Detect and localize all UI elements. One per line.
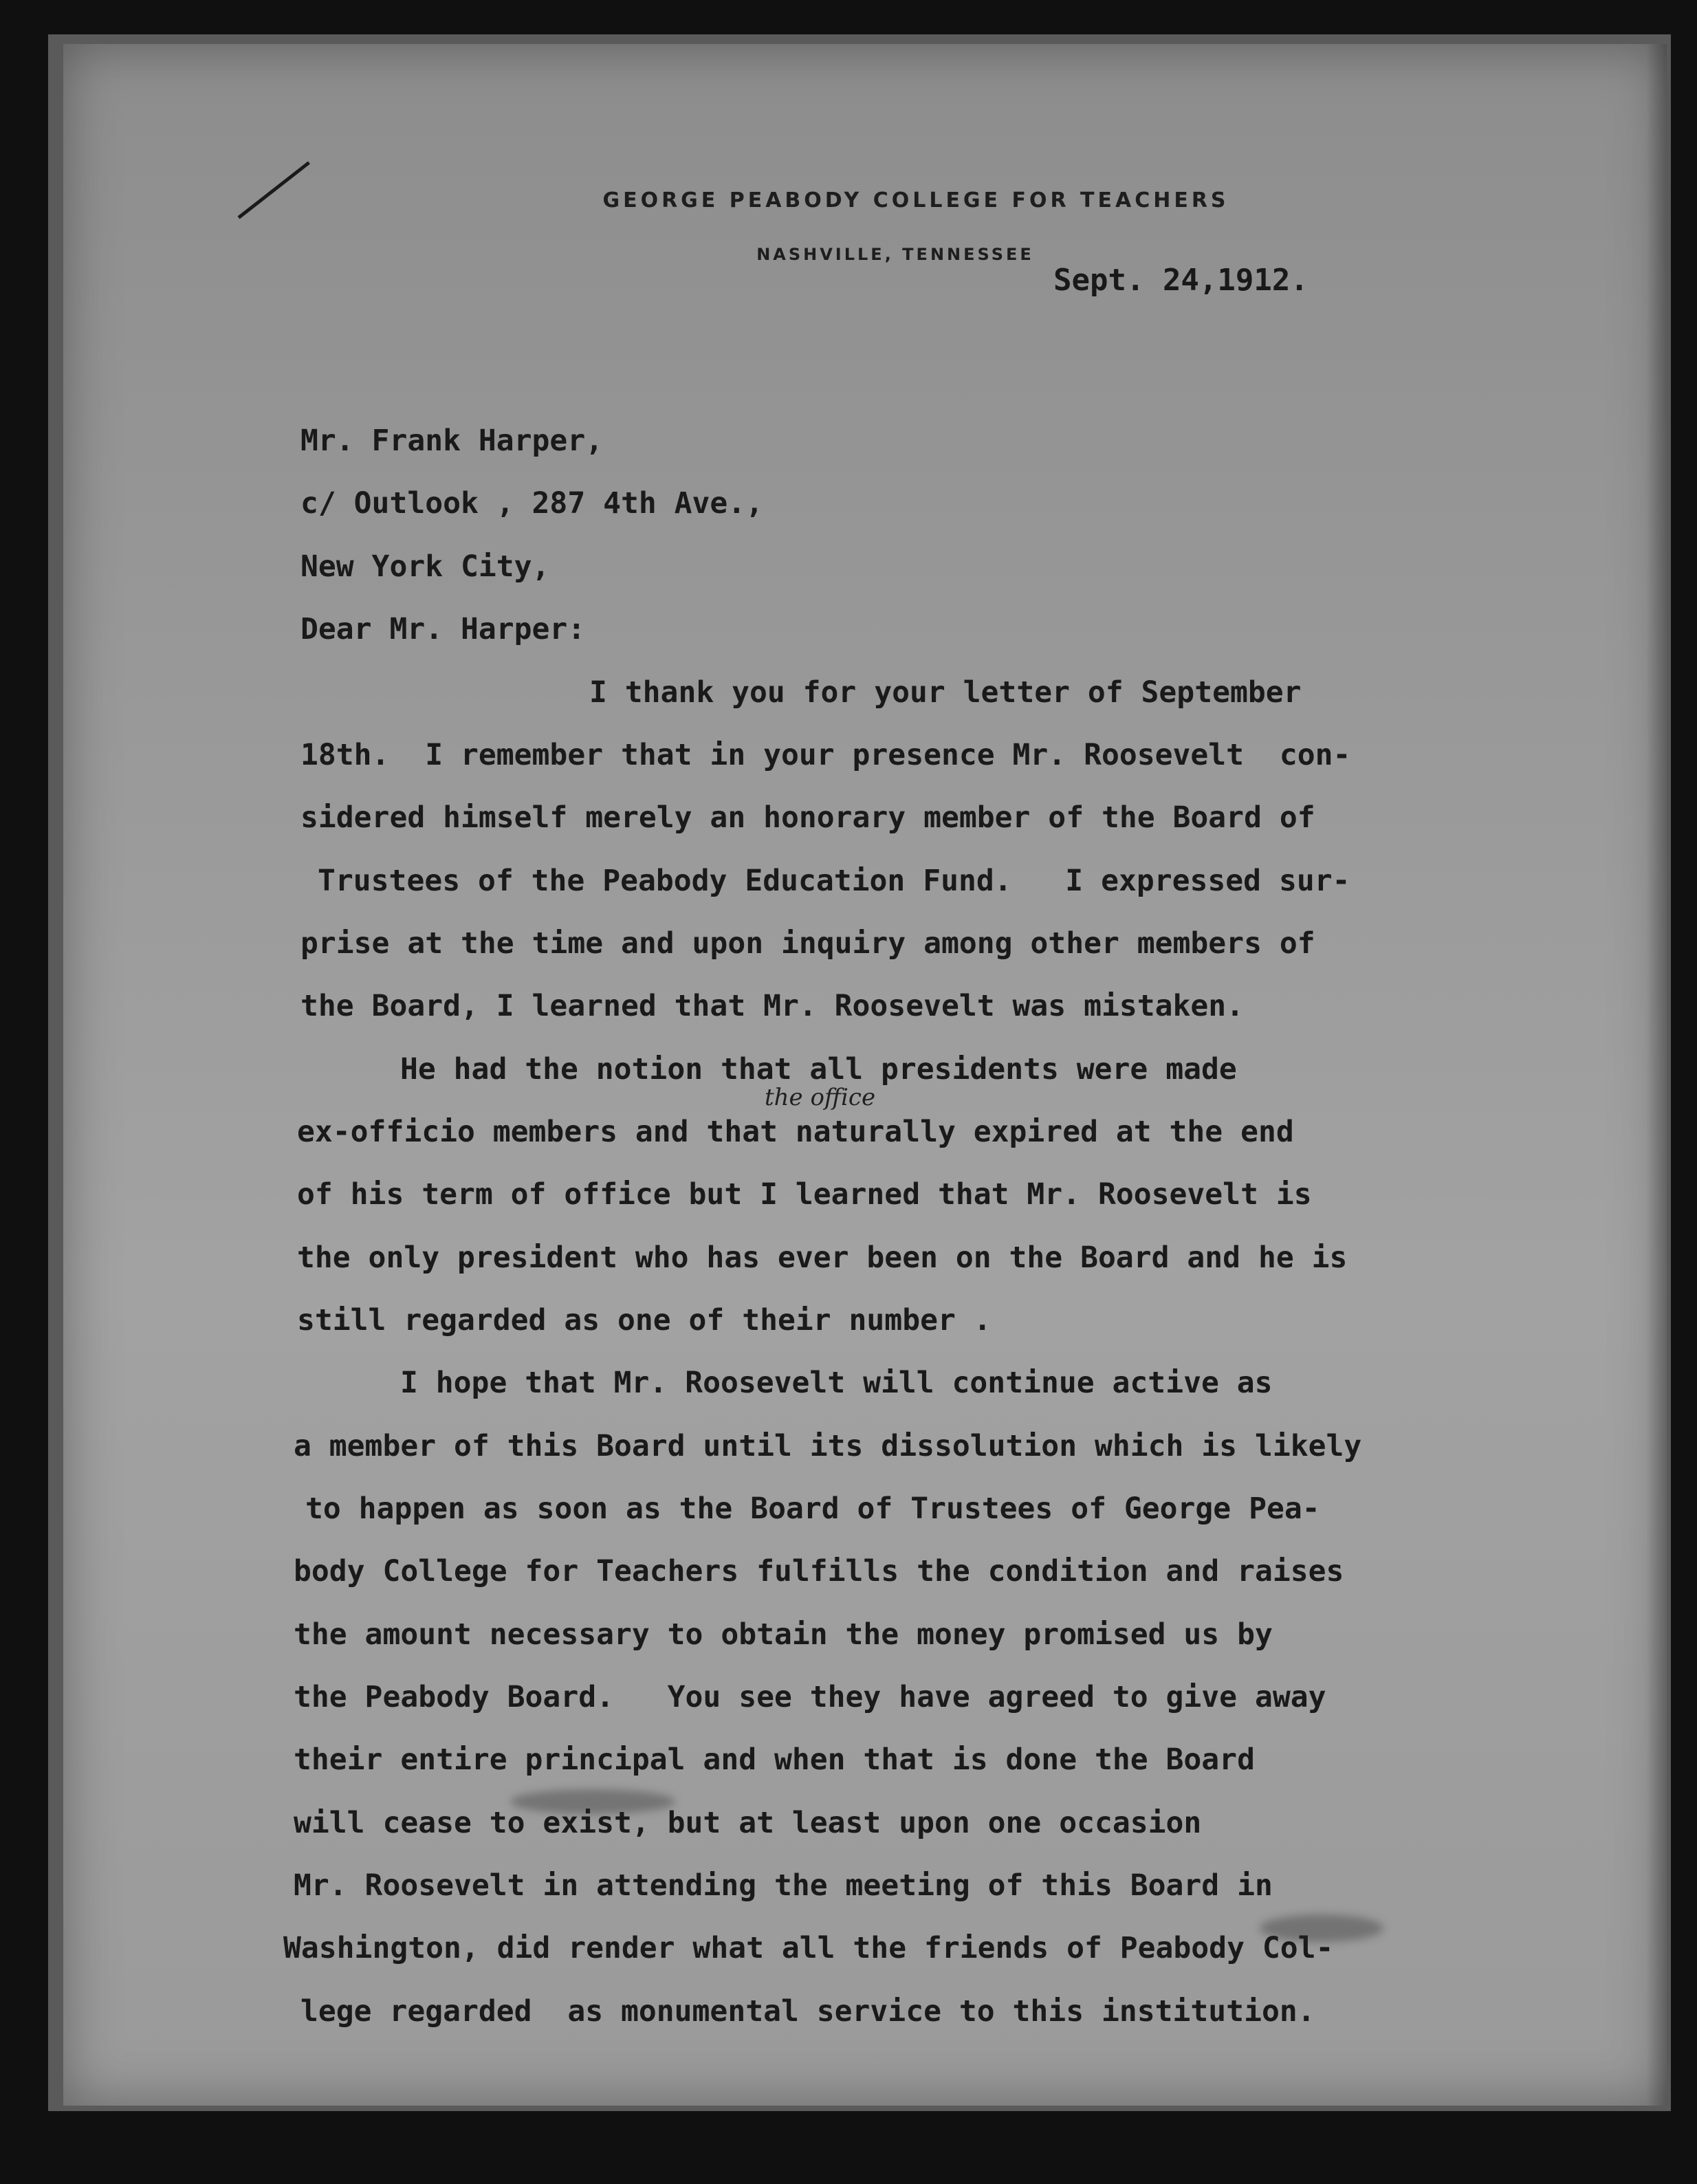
paragraph-3-line-2: a member of this Board until its dissolution which is likely [294, 1429, 1362, 1463]
paragraph-3-line-4: body College for Teachers fulfills the condition and raises [294, 1554, 1344, 1588]
paragraph-1-line-3: sidered himself merely an honorary member of the Board of [300, 800, 1315, 835]
address-line-2: c/ Outlook , 287 4th Ave., [300, 486, 764, 521]
paragraph-3-line-10: Washington, did render what all the friends of Peabody Col- [283, 1931, 1334, 1965]
paragraph-2-line-1: He had the notion that all presidents were made [400, 1052, 1237, 1086]
ink-smudge [1260, 1914, 1383, 1942]
paragraph-3-line-7: their entire principal and when that is done the Board [294, 1743, 1255, 1777]
paragraph-1-line-2: 18th. I remember that in your presence Mr. Roosevelt con- [300, 738, 1351, 772]
paragraph-3-line-5: the amount necessary to obtain the money promised us by [294, 1617, 1273, 1652]
address-line-3: New York City, [300, 549, 550, 584]
paragraph-2-line-4: the only president who has ever been on the Board and he is [297, 1241, 1348, 1275]
paragraph-2-line-5: still regarded as one of their number . [297, 1303, 992, 1337]
paper-edge [1646, 44, 1667, 2106]
paragraph-1-line-5: prise at the time and upon inquiry among other members of [300, 926, 1315, 961]
paragraph-3-line-9: Mr. Roosevelt in attending the meeting of this Board in [294, 1868, 1273, 1903]
ink-smudge [510, 1789, 675, 1814]
paragraph-3-line-6: the Peabody Board. You see they have agreed to give away [294, 1680, 1326, 1714]
address-line-1: Mr. Frank Harper, [300, 424, 604, 458]
salutation: Dear Mr. Harper: [300, 612, 586, 646]
letter-date: Sept. 24,1912. [1053, 263, 1309, 298]
paragraph-3-line-3: to happen as soon as the Board of Trustees of George Pea- [305, 1492, 1320, 1526]
handwritten-insertion: the office [765, 1084, 876, 1111]
letterhead-college: GEORGE PEABODY COLLEGE FOR TEACHERS [602, 188, 1229, 212]
letterhead-city: NASHVILLE, TENNESSEE [756, 245, 1034, 264]
paragraph-1-line-6: the Board, I learned that Mr. Roosevelt was mistaken. [300, 989, 1245, 1023]
paragraph-3-line-1: I hope that Mr. Roosevelt will continue active as [400, 1366, 1273, 1400]
letter-page [63, 44, 1667, 2106]
paragraph-2-line-3: of his term of office but I learned that Mr. Roosevelt is [297, 1177, 1312, 1212]
paragraph-2-line-2: ex-officio members and that naturally expired at the end [297, 1115, 1294, 1149]
paragraph-1-line-1: I thank you for your letter of September [589, 675, 1302, 710]
paragraph-3-line-8: will cease to exist, but at least upon one occasion [294, 1806, 1202, 1840]
paragraph-3-line-11: lege regarded as monumental service to this institution. [300, 1994, 1315, 2029]
paragraph-1-line-4: Trustees of the Peabody Education Fund. I expressed sur- [318, 864, 1350, 898]
